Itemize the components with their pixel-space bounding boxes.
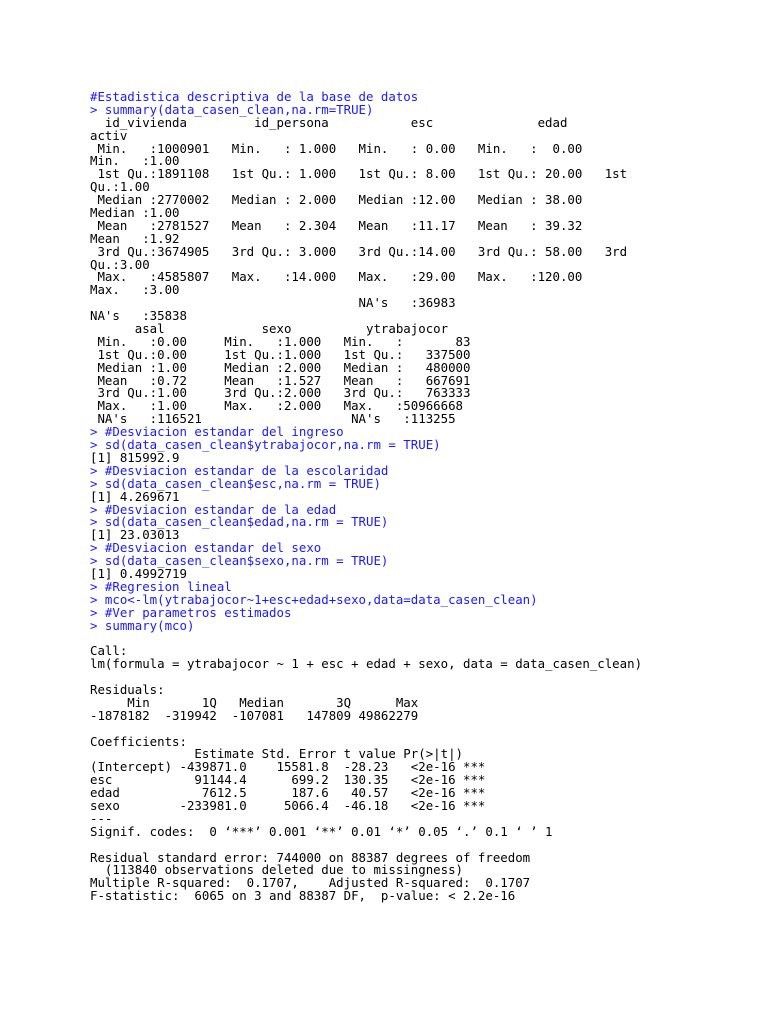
console-output-line xyxy=(90,671,760,684)
console-input-line: > #Desviacion estandar de la edad xyxy=(90,501,337,517)
console-input-line: > mco<-lm(ytrabajocor~1+esc+edad+sexo,data=data_casen_clean) xyxy=(90,591,538,607)
console-output-line: [1] 23.03013 xyxy=(90,527,180,543)
console-output-line: F-statistic: 6065 on 3 and 88387 DF, p-value: < 2.2e-16 xyxy=(90,888,516,904)
console-output-line: Max. :4585807 Max. :14.000 Max. :29.00 Max. :120.00 xyxy=(90,269,583,285)
console-input-line: > #Ver parametros estimados xyxy=(90,604,292,620)
console-input-line: > sd(data_casen_clean$edad,na.rm = TRUE) xyxy=(90,514,389,530)
console-output-line: -1878182 -319942 -107081 147809 49862279 xyxy=(90,707,419,723)
console-output-line: Max. :1.00 Max. :2.000 Max. :50966668 xyxy=(90,398,463,414)
console-output-line xyxy=(90,632,760,645)
console-output-line: Residuals: xyxy=(90,681,165,697)
console-output-line: NA's :35838 xyxy=(90,308,187,324)
console-output-line: Min 1Q Median 3Q Max xyxy=(90,694,419,710)
console-output-line: [1] 4.269671 xyxy=(90,488,180,504)
console-output-line: lm(formula = ytrabajocor ~ 1 + esc + edad + sexo, data = data_casen_clean) xyxy=(90,656,643,672)
console-output-line: Min. :1000901 Min. : 1.000 Min. : 0.00 Min. : 0.00 xyxy=(90,140,583,156)
console-output-line: Median :2770002 Median : 2.000 Median :12.00 Median : 38.00 xyxy=(90,192,583,208)
console-input-line: > #Desviacion estandar del sexo xyxy=(90,540,322,556)
console-input-line: > summary(data_casen_clean,na.rm=TRUE) xyxy=(90,101,374,117)
console-output-line: Signif. codes: 0 ‘***’ 0.001 ‘**’ 0.01 ‘*’ 0.05 ‘.’ 0.1 ‘ ’ 1 xyxy=(90,823,553,839)
r-console-output xyxy=(90,91,760,903)
console-output-line: (113840 observations deleted due to missingness) xyxy=(90,862,463,878)
console-output-line: Residual standard error: 744000 on 88387 degrees of freedom xyxy=(90,849,531,865)
console-output-line: NA's :116521 NA's :113255 xyxy=(90,411,456,427)
console-output-line: Max. :3.00 xyxy=(90,282,180,298)
console-input-line: > sd(data_casen_clean$sexo,na.rm = TRUE) xyxy=(90,553,389,569)
console-output-line: edad 7612.5 187.6 40.57 <2e-16 *** xyxy=(90,785,486,801)
console-output-line xyxy=(90,723,760,736)
console-input-line: #Estadistica descriptiva de la base de datos xyxy=(90,89,419,104)
console-output-line: Call: xyxy=(90,643,128,659)
console-output-line: sexo -233981.0 5066.4 -46.18 <2e-16 *** xyxy=(90,797,486,813)
console-output-line: id_vivienda id_persona esc edad xyxy=(90,114,568,130)
console-output-line: Coefficients: xyxy=(90,733,187,749)
console-output-line: activ xyxy=(90,127,128,143)
console-output-line: 3rd Qu.:1.00 3rd Qu.:2.000 3rd Qu.: 763333 xyxy=(90,385,471,401)
console-output-line: Estimate Std. Error t value Pr(>|t|) xyxy=(90,746,463,762)
console-output-line: Median :1.00 Median :2.000 Median : 480000 xyxy=(90,359,471,375)
console-output-line: esc 91144.4 699.2 130.35 <2e-16 *** xyxy=(90,772,486,788)
console-output-line: Median :1.00 xyxy=(90,205,180,221)
console-output-line: [1] 0.4992719 xyxy=(90,565,187,581)
console-output-line: 3rd Qu.:3674905 3rd Qu.: 3.000 3rd Qu.:14.00 3rd Qu.: 58.00 3rd xyxy=(90,243,628,259)
console-input-line: > #Regresion lineal xyxy=(90,578,232,594)
console-output-line: Mean :0.72 Mean :1.527 Mean : 667691 xyxy=(90,372,471,388)
console-output-line: Min. :1.00 xyxy=(90,153,180,169)
console-output-line: --- xyxy=(90,810,113,826)
console-output-line: (Intercept) -439871.0 15581.8 -28.23 <2e-16 *** xyxy=(90,759,486,775)
console-output-line: asal sexo ytrabajocor xyxy=(90,321,449,337)
console-output-line: Mean :1.92 xyxy=(90,230,180,246)
console-input-line: > #Desviacion estandar del ingreso xyxy=(90,424,344,440)
console-input-line: > summary(mco) xyxy=(90,617,195,633)
console-output-line: 1st Qu.:0.00 1st Qu.:1.000 1st Qu.: 337500 xyxy=(90,346,471,362)
console-input-line: > sd(data_casen_clean$ytrabajocor,na.rm = TRUE) xyxy=(90,437,441,453)
console-output-line: [1] 815992.9 xyxy=(90,449,180,465)
console-output-line: NA's :36983 xyxy=(90,295,456,311)
console-output-line: Qu.:3.00 xyxy=(90,256,150,272)
console-output-line: Multiple R-squared: 0.1707, Adjusted R-squared: 0.1707 xyxy=(90,875,531,891)
console-output-line: Min. :0.00 Min. :1.000 Min. : 83 xyxy=(90,333,471,349)
console-input-line: > sd(data_casen_clean$esc,na.rm = TRUE) xyxy=(90,475,381,491)
console-output-line: 1st Qu.:1891108 1st Qu.: 1.000 1st Qu.: 8.00 1st Qu.: 20.00 1st xyxy=(90,166,628,182)
console-output-line: Qu.:1.00 xyxy=(90,179,150,195)
console-output-line: Mean :2781527 Mean : 2.304 Mean :11.17 Mean : 39.32 xyxy=(90,217,583,233)
console-input-line: > #Desviacion estandar de la escolaridad xyxy=(90,462,389,478)
